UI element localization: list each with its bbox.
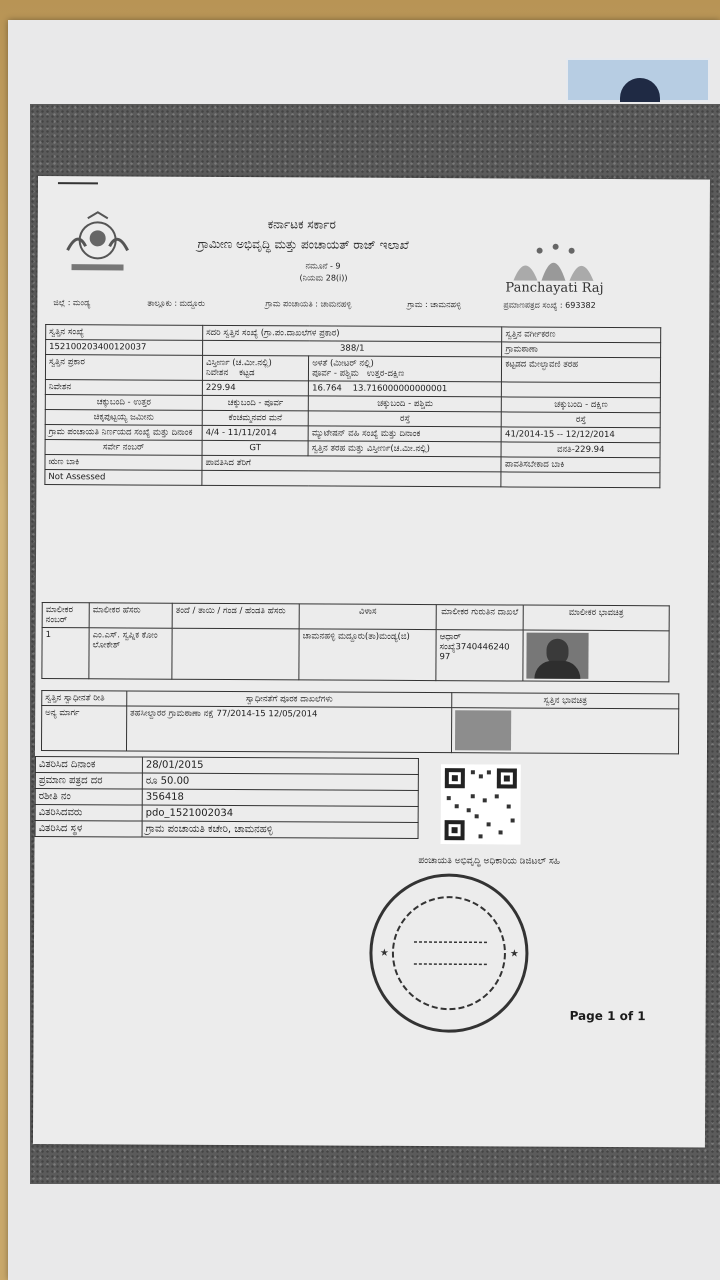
type-area-label: ಸ್ವತ್ತಿನ ತರಹ ಮತ್ತು ವಿಸ್ತೀರ್ಣ(ಚ.ಮೀ.ನಲ್ಲಿ) xyxy=(308,441,501,457)
col-owner-name: ಮಾಲೀಕರ ಹೆಸರು xyxy=(89,603,172,628)
issued-by-label: ವಿತರಿಸಿದವರು xyxy=(35,804,142,821)
acq-docs: ತಹಸೀಲ್ದಾರರ ಗ್ರಾಮಠಾಣಾ ನಕ್ಷೆ 77/2014-15 12/05/2014 xyxy=(126,706,451,753)
resolution-label: ಗ್ರಾಮ ಪಂಚಾಯತಿ ನಿರ್ಣಯದ ಸಂಖ್ಯೆ ಮತ್ತು ದಿನಾಂಕ xyxy=(45,425,202,441)
place-value: ಗ್ರಾಮ ಪಂಚಾಯತಿ ಕಚೇರಿ, ಚಾಮನಹಳ್ಳಿ xyxy=(142,821,418,838)
receipt-value: 356418 xyxy=(142,789,418,806)
col-parent: ತಂದೆ / ತಾಯಿ / ಗಂಡ / ಹೆಂಡತಿ ಹೆಸರು xyxy=(172,603,299,629)
issue-date-label: ವಿತರಿಸಿದ ದಿನಾಂಕ xyxy=(35,756,142,773)
acq-method-label: ಸ್ವತ್ತಿನ ಸ್ವಾಧೀನತೆ ರೀತಿ xyxy=(42,691,127,706)
meta-taluk: ತಾಲ್ಲೂಕು : ಮದ್ದೂರು xyxy=(147,298,205,308)
category-label: ಸ್ವತ್ತಿನ ವರ್ಗೀಕರಣ xyxy=(502,327,661,343)
old-no: 388/1 xyxy=(203,340,502,357)
table-row xyxy=(42,628,669,682)
qr-code-icon xyxy=(441,764,521,844)
issue-date: 28/01/2015 xyxy=(142,757,418,774)
dims-value: 16.764 13.716000000000001 xyxy=(309,381,502,397)
resolution-value: 4/4 - 11/11/2014 xyxy=(202,425,308,441)
paid-label: ಪಾವತಿಸಿದ ತೆರಿಗೆ xyxy=(202,455,501,472)
panchayati-raj-brand: Panchayati Raj xyxy=(505,280,604,296)
north-label: ಚಕ್ಕುಬಂದಿ - ಉತ್ತರ xyxy=(45,395,202,411)
header-form: ನಮೂನೆ - 9 xyxy=(305,261,341,271)
header-rule: (ನಿಯಮ 28(i)) xyxy=(299,273,348,283)
digital-signature-label: ಪಂಚಾಯತಿ ಅಭಿವೃದ್ಧಿ ಅಧಿಕಾರಿಯ ಡಿಜಿಟಲ್ ಸಹಿ xyxy=(418,856,560,867)
north-value: ಚಿಕ್ಕಪುಟ್ಟಯ್ಯ ಜಮೀನು xyxy=(45,410,202,426)
header-department: ಗ್ರಾಮೀಣ ಅಭಿವೃದ್ಧಿ ಮತ್ತು ಪಂಚಾಯತ್ ರಾಜ್ ಇಲಾಖೆ xyxy=(197,236,409,252)
issued-by-value: pdo_1521002034 xyxy=(142,805,418,822)
dim-label: ಅಳತೆ (ಮೀಟರ್ ನಲ್ಲಿ) ಪೂರ್ವ - ಪಶ್ಚಿಮ ಉತ್ತರ-ದಕ್ಷಿಣ xyxy=(309,356,502,382)
south-label: ಚಕ್ಕುಬಂದಿ - ದಕ್ಷಿಣ xyxy=(502,397,661,413)
east-label: ಚಕ್ಕುಬಂದಿ - ಪೂರ್ವ xyxy=(202,395,308,411)
issue-table xyxy=(35,756,419,839)
fee-label: ಪ್ರಮಾಣ ಪತ್ರದ ದರ xyxy=(35,772,142,789)
area-value: 229.94 xyxy=(202,380,308,396)
type-value: ನಿವೇಶನ xyxy=(45,380,202,396)
property-details-table xyxy=(44,324,661,488)
acq-docs-label: ಸ್ವಾಧೀನತೆಗೆ ಪೂರಕ ದಾಖಲೆಗಳು xyxy=(127,691,452,708)
karnataka-emblem-icon xyxy=(57,210,137,280)
property-photo xyxy=(455,710,511,750)
mutation-label: ಮ್ಯುಟೇಷನ್ ವಹಿ ಸಂಖ್ಯೆ ಮತ್ತು ದಿನಾಂಕ xyxy=(308,426,501,442)
prop-no-label: ಸ್ವತ್ತಿನ ಸಂಖ್ಯೆ xyxy=(46,325,203,341)
col-id: ಮಾಲೀಕರ ಗುರುತಿನ ದಾಖಲೆ xyxy=(436,605,523,630)
owner-no: 1 xyxy=(42,628,89,679)
mutation-value: 41/2014-15 -- 12/12/2014 xyxy=(502,427,661,443)
svg-text:★: ★ xyxy=(379,947,389,959)
receipt-label: ರಶೀತಿ ನಂ xyxy=(35,788,142,805)
assessed-value: Not Assessed xyxy=(45,470,202,486)
meta-gp: ಗ್ರಾಮ ಪಂಚಾಯತಿ : ಚಾಮನಹಳ್ಳಿ xyxy=(265,299,352,309)
official-seal-stamp-icon xyxy=(363,868,534,1039)
fee-value: ರೂ 50.00 xyxy=(142,773,418,790)
survey-label: ಸರ್ವೇ ನಂಬರ್ xyxy=(45,440,202,456)
svg-text:★: ★ xyxy=(509,948,519,960)
category: ಗ್ರಾಮಠಾಣಾ xyxy=(502,342,661,358)
east-value: ಕೆಂಚಮ್ಮನವರ ಮನೆ xyxy=(202,410,308,426)
header-state: ಕರ್ನಾಟಕ ಸರ್ಕಾರ xyxy=(267,217,336,232)
acq-method: ಅನ್ಯ ಮಾರ್ಗ xyxy=(41,706,126,751)
meta-district: ಜಿಲ್ಲೆ : ಮಂಡ್ಯ xyxy=(53,298,91,308)
area-label: ವಿಸ್ತೀರ್ಣ (ಚ.ಮೀ.ನಲ್ಲಿ) ನಿವೇಶನ ಕಟ್ಟಡ xyxy=(202,355,308,381)
due-label: ಪಾವತಿಸಬೇಕಾದ ಬಾಕಿ xyxy=(501,457,660,473)
col-photo: ಮಾಲೀಕರ ಭಾವಚಿತ್ರ xyxy=(523,605,669,631)
place-label: ವಿತರಿಸಿದ ಸ್ಥಳ xyxy=(35,820,142,837)
prop-no: 152100203400120037 xyxy=(46,340,203,356)
owner-id: ಆಧಾರ್ ಸಂಖ್ಯೆ3740446240 97 xyxy=(436,630,523,681)
meta-cert-no: ಪ್ರಮಾಣಪತ್ರದ ಸಂಖ್ಯೆ : 693382 xyxy=(503,300,596,310)
type-area-value: ವನತಿ-229.94 xyxy=(501,442,660,458)
acquisition-table xyxy=(41,690,679,754)
id-photo-corner xyxy=(566,58,710,102)
meta-village: ಗ್ರಾಮ : ಚಾಮನಹಳ್ಳಿ xyxy=(407,299,462,310)
acq-photo-label: ಸ್ವತ್ತಿನ ಭಾವಚಿತ್ರ xyxy=(452,693,679,709)
west-value: ರಸ್ತೆ xyxy=(308,411,501,427)
owner-table xyxy=(41,602,669,682)
type-label: ಸ್ವತ್ತಿನ ಪ್ರಕಾರ xyxy=(45,355,202,381)
page-number: Page 1 of 1 xyxy=(569,1008,646,1024)
owner-photo xyxy=(526,633,588,679)
west-label: ಚಕ್ಕುಬಂದಿ - ಪಶ್ಚಿಮ xyxy=(308,396,501,412)
tax-label: ಋಣ ಬಾಕಿ xyxy=(45,455,202,471)
roof-label: ಕಟ್ಟಡದ ಮೇಲ್ಛಾವಣಿ ತರಹ xyxy=(502,357,661,383)
owner-name: ಎಂ.ಎಸ್. ಸ್ವಪ್ನಿಕ ಕೋಂ ಲೋಕೇಶ್ xyxy=(89,628,172,679)
property-certificate xyxy=(33,176,710,1148)
south-value: ರಸ್ತೆ xyxy=(502,412,661,428)
col-address: ವಿಳಾಸ xyxy=(299,604,436,630)
survey-value: GT xyxy=(202,440,308,456)
old-no-label: ಸದರಿ ಸ್ವತ್ತಿನ ಸಂಖ್ಯೆ (ಗ್ರಾ.ಪಂ.ದಾಖಲೆಗಳ ಪ್ರಕಾರ) xyxy=(203,325,502,342)
owner-address: ಚಾಮನಹಳ್ಳಿ ಮದ್ದೂರು(ತಾ)ಮಂಡ್ಯ(ಜಿ) xyxy=(299,629,436,681)
col-owner-no: ಮಾಲೀಕರ ನಂಬರ್ xyxy=(42,603,89,628)
